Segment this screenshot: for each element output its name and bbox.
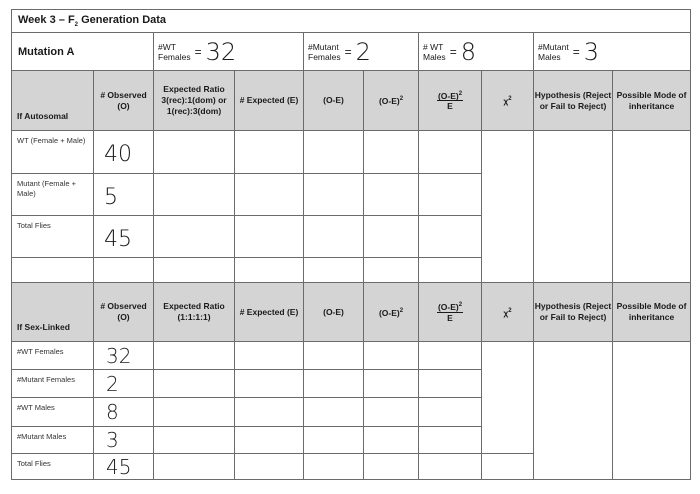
hypothesis-cell[interactable] xyxy=(534,131,613,283)
o-minus-e-squared-cell[interactable] xyxy=(364,398,419,427)
mutant-males-count: #Mutant Males = 3 xyxy=(534,33,691,71)
o-minus-e-squared-cell[interactable] xyxy=(364,370,419,398)
expected-cell[interactable] xyxy=(235,370,304,398)
observed-value: 8 xyxy=(94,398,154,427)
table-row xyxy=(12,342,691,370)
o-minus-e-squared-cell[interactable] xyxy=(364,342,419,370)
wt-males-count: # WT Males = 8 xyxy=(419,33,534,71)
sexlinked-case-header: If Sex-Linked xyxy=(12,283,94,342)
chi-term-cell[interactable] xyxy=(419,174,482,216)
expected-cell[interactable] xyxy=(235,131,304,174)
expected-cell[interactable] xyxy=(235,427,304,454)
row-label: Total Flies xyxy=(12,216,94,258)
o-minus-e-cell[interactable] xyxy=(304,174,364,216)
observed-header: # Observed (O) xyxy=(94,283,154,342)
chi-term-cell[interactable] xyxy=(419,342,482,370)
table-row xyxy=(12,131,691,174)
sexlinked-header-row xyxy=(12,283,691,342)
chi-square-cell[interactable] xyxy=(482,454,534,480)
expected-header: # Expected (E) xyxy=(235,71,304,131)
o-minus-e-cell[interactable] xyxy=(304,398,364,427)
blank-cell xyxy=(304,258,364,283)
blank-cell xyxy=(154,258,235,283)
chi-term-cell[interactable] xyxy=(419,370,482,398)
mode-header: Possible Mode of inheritance xyxy=(613,283,691,342)
expected-cell[interactable] xyxy=(235,342,304,370)
expected-ratio-cell[interactable] xyxy=(154,131,235,174)
f2-generation-table xyxy=(11,9,691,480)
chi-term-cell[interactable] xyxy=(419,427,482,454)
hypothesis-cell[interactable] xyxy=(534,342,613,480)
wt-males-value: 8 xyxy=(460,37,476,66)
o-minus-e-header: (O-E) xyxy=(304,283,364,342)
row-label: Total Flies xyxy=(12,454,94,480)
o-minus-e-cell[interactable] xyxy=(304,370,364,398)
expected-header: # Expected (E) xyxy=(235,283,304,342)
chi-term-header: $\frac{(O-E)^2}{E}$ xyxy=(419,71,482,131)
row-label: #WT Females xyxy=(12,342,94,370)
ratio-header: Expected Ratio (1:1:1:1) xyxy=(154,283,235,342)
o-minus-e-cell[interactable] xyxy=(304,131,364,174)
f2-data-worksheet xyxy=(11,9,690,485)
mode-cell[interactable] xyxy=(613,342,691,480)
expected-ratio-cell[interactable] xyxy=(154,427,235,454)
expected-ratio-cell[interactable] xyxy=(154,342,235,370)
o-minus-e-squared-header: $(O-E)^2$ xyxy=(364,283,419,342)
chi-term-cell[interactable] xyxy=(419,131,482,174)
chi-term-cell[interactable] xyxy=(419,398,482,427)
expected-cell[interactable] xyxy=(235,174,304,216)
row-label: WT (Female + Male) xyxy=(12,131,94,174)
observed-value: 2 xyxy=(94,370,154,398)
blank-cell xyxy=(419,258,482,283)
expected-cell[interactable] xyxy=(235,398,304,427)
chi-square-cell[interactable] xyxy=(482,342,534,454)
observed-value: 45 xyxy=(94,454,154,480)
expected-cell[interactable] xyxy=(235,454,304,480)
hypothesis-header: Hypothesis (Reject or Fail to Reject) xyxy=(534,71,613,131)
chi-term-cell[interactable] xyxy=(419,216,482,258)
mutant-females-count: #Mutant Females = 2 xyxy=(304,33,419,71)
observed-header: # Observed (O) xyxy=(94,71,154,131)
mutant-males-value: 3 xyxy=(583,37,600,66)
o-minus-e-cell[interactable] xyxy=(304,454,364,480)
o-minus-e-squared-cell[interactable] xyxy=(364,454,419,480)
observed-value: 45 xyxy=(94,216,154,258)
observed-value: 40 xyxy=(94,131,154,174)
chi-square-header: $\chi^2$ xyxy=(482,283,534,342)
mode-cell[interactable] xyxy=(613,131,691,283)
page-title: Week $3 - F_2$ Generation Data xyxy=(12,10,691,33)
ratio-header: Expected Ratio 3(rec):1(dom) or 1(rec):3(dom) xyxy=(154,71,235,131)
chi-square-header: $\chi^2$ xyxy=(482,71,534,131)
expected-ratio-cell[interactable] xyxy=(154,454,235,480)
o-minus-e-squared-cell[interactable] xyxy=(364,174,419,216)
expected-cell[interactable] xyxy=(235,216,304,258)
o-minus-e-cell[interactable] xyxy=(304,342,364,370)
autosomal-header-row xyxy=(12,71,691,131)
mutation-label: Mutation A xyxy=(12,33,154,71)
o-minus-e-header: (O-E) xyxy=(304,71,364,131)
blank-cell xyxy=(364,258,419,283)
blank-cell xyxy=(12,258,94,283)
hypothesis-header: Hypothesis (Reject or Fail to Reject) xyxy=(534,283,613,342)
o-minus-e-cell[interactable] xyxy=(304,216,364,258)
expected-ratio-cell[interactable] xyxy=(154,216,235,258)
mutant-females-value: 2 xyxy=(355,37,371,66)
observed-value: 3 xyxy=(94,427,154,454)
row-label: Mutant (Female + Male) xyxy=(12,174,94,216)
o-minus-e-squared-cell[interactable] xyxy=(364,216,419,258)
observed-value: 5 xyxy=(94,174,154,216)
mode-header: Possible Mode of inheritance xyxy=(613,71,691,131)
chi-square-cell[interactable] xyxy=(482,131,534,283)
o-minus-e-squared-cell[interactable] xyxy=(364,131,419,174)
o-minus-e-squared-cell[interactable] xyxy=(364,427,419,454)
o-minus-e-cell[interactable] xyxy=(304,427,364,454)
chi-term-cell[interactable] xyxy=(419,454,482,480)
autosomal-case-header: If Autosomal xyxy=(12,71,94,131)
o-minus-e-squared-header: $(O-E)^2$ xyxy=(364,71,419,131)
expected-ratio-cell[interactable] xyxy=(154,370,235,398)
wt-females-count: #WT Females = 32 xyxy=(154,33,304,71)
chi-term-header: $\frac{(O-E)^2}{E}$ xyxy=(419,283,482,342)
blank-cell xyxy=(94,258,154,283)
row-label: #Mutant Females xyxy=(12,370,94,398)
blank-cell xyxy=(235,258,304,283)
wt-females-value: 32 xyxy=(205,37,237,66)
row-label: #WT Males xyxy=(12,398,94,427)
expected-ratio-cell[interactable] xyxy=(154,174,235,216)
expected-ratio-cell[interactable] xyxy=(154,398,235,427)
observed-value: 32 xyxy=(94,342,154,370)
row-label: #Mutant Males xyxy=(12,427,94,454)
